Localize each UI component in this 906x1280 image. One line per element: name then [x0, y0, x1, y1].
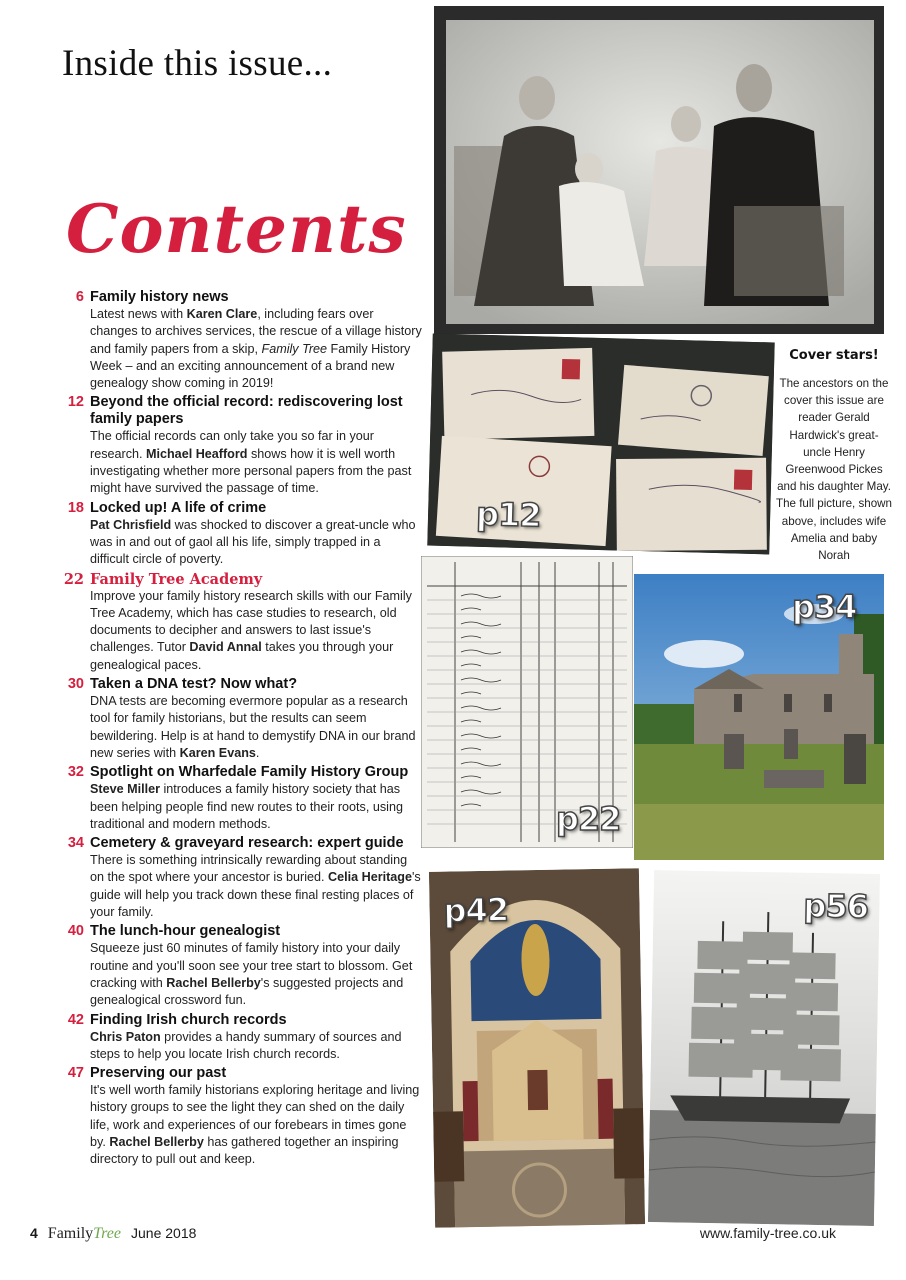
toc-item [62, 289, 422, 392]
toc-item-description: There is something intrinsically rewarding about standing on the spot where your ancestor is buried. Celia Heritage's guide will help you track down these final resting places of your family. [90, 853, 421, 920]
toc-page-number: 34 [67, 835, 84, 852]
toc-item-title: Finding Irish church records [90, 1011, 287, 1028]
census-record-photo [421, 556, 633, 848]
toc-item [62, 1012, 422, 1064]
contents-heading: Contents [66, 190, 407, 268]
footer-left [30, 1225, 196, 1243]
toc-item [62, 571, 422, 674]
page-label-p22: p22 [556, 800, 621, 838]
chapel-interior-photo [429, 868, 645, 1228]
toc-page-number: 30 [67, 676, 84, 693]
church-graveyard-photo [634, 574, 884, 860]
toc-item-description: The official records can only take you so far in your research. Michael Heafford shows how it is well worth investigating whether more personal papers from the past might have survived the passage of time. [90, 429, 412, 496]
toc-item [62, 394, 422, 497]
page-label-p42: p42 [443, 890, 509, 930]
magazine-logo: FamilyTree [47, 1225, 121, 1242]
toc-item-title: Taken a DNA test? Now what? [90, 676, 298, 693]
toc-item-description: Latest news with Karen Clare, including fears over changes to archives services, the rescue of a village history and family papers from a skip, Family Tree Family History Week – and an exciting announcement of a brand new genealogy show coming in 2019! [90, 307, 422, 391]
toc-item [62, 1065, 422, 1168]
toc-item-title: Family Tree Academy [90, 570, 263, 588]
toc-item-description: Steve Miller introduces a family history society that has been helping people find new routes to their roots, using traditional and modern methods. [90, 782, 403, 831]
page-number: 4 [30, 1225, 38, 1241]
toc-item-title: Spotlight on Wharfedale Family History Group [90, 764, 409, 781]
toc-page-number: 42 [67, 1011, 84, 1028]
toc-item [62, 764, 422, 833]
toc-item [62, 923, 422, 1009]
toc-page-number: 6 [75, 289, 84, 305]
page-label-p12: p12 [475, 494, 542, 535]
cover-stars-text: The ancestors on the cover this issue are reader Gerald Hardwick's great-uncle Henry Greenwood Pickes and his daughter May. The full picture, shown above, includes wife Amelia and baby Norah [776, 377, 892, 563]
toc-page-number: 40 [67, 923, 84, 940]
toc-page-number: 12 [67, 394, 84, 411]
letters-photo [427, 334, 774, 555]
page-label-p56: p56 [803, 886, 869, 926]
toc-item-title: Cemetery & graveyard research: expert guide [90, 835, 404, 852]
sailing-ship-photo [648, 870, 880, 1226]
toc-page-number: 18 [67, 499, 84, 516]
toc-item-description: It's well worth family historians exploring heritage and living history groups to see the light they can shed on the daily life, work and experiences of our forebears in times gone by. Rachel Bellerby has gathered together an inspiring directory to pull out and keep. [90, 1083, 420, 1167]
website-url: www.family-tree.co.uk [699, 1225, 836, 1241]
toc-item [62, 500, 422, 569]
family-portrait-photo [434, 6, 884, 334]
toc-page-number: 47 [67, 1065, 84, 1082]
toc-item-description: Pat Chrisfield was shocked to discover a great-uncle who was in and out of gaol all his life, simply trapped in a difficult circle of poverty. [90, 517, 416, 567]
page-label-p34: p34 [792, 588, 857, 626]
toc-page-number: 32 [67, 764, 84, 781]
toc-item-title: Family history news [90, 289, 229, 305]
issue-date: June 2018 [131, 1225, 197, 1241]
toc-item-title: Beyond the official record: rediscovering lost family papers [90, 394, 403, 428]
cover-stars-box [776, 348, 892, 564]
toc-item-description: Improve your family history research skills with our Family Tree Academy, which has case studies to research, old documents to decipher and answers to last issue's challenges. Tutor David Annal takes you through your genealogical paces. [90, 588, 412, 672]
toc-item-title: Locked up! A life of crime [90, 499, 267, 516]
toc-item-title: The lunch-hour genealogist [90, 923, 281, 940]
inside-this-issue-heading: Inside this issue... [62, 43, 333, 84]
toc-item-description: DNA tests are becoming evermore popular as a research tool for family historians, but the results can seem bewildering. Help is at hand to demystify DNA in our brand new series with Karen Evans. [90, 694, 416, 760]
toc-item [62, 835, 422, 921]
cover-stars-title: Cover stars! [789, 348, 879, 363]
toc-item-description: Chris Paton provides a handy summary of sources and steps to help you locate Irish church records. [90, 1029, 402, 1061]
toc-item-title: Preserving our past [90, 1065, 227, 1082]
table-of-contents [62, 289, 422, 1171]
toc-item-description: Squeeze just 60 minutes of family history into your daily routine and you'll soon see your tree start to blossom. Get cracking with Rachel Bellerby's suggested projects and genealogical crossword fun. [90, 941, 413, 1008]
toc-item [62, 676, 422, 762]
toc-page-number: 22 [63, 570, 84, 588]
